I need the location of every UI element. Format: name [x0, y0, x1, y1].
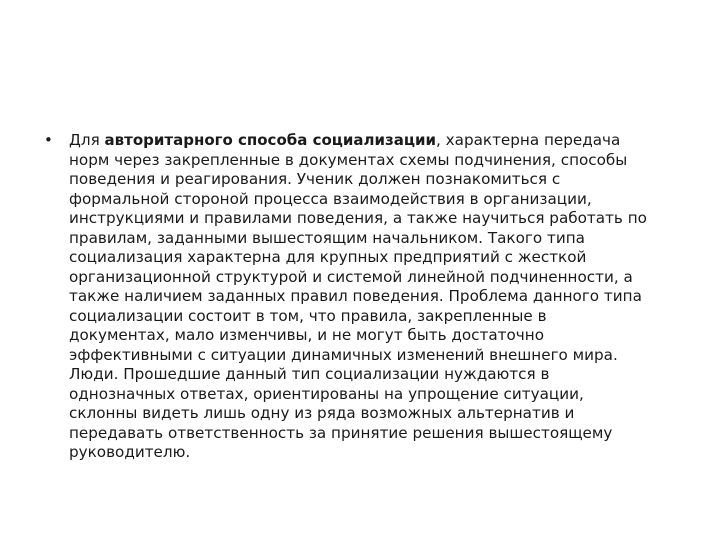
paragraph-line: документах, мало изменчивы, и не могут быть достаточно [69, 326, 544, 344]
paragraph-line: Люди. Прошедшие данный тип социализации нуждаются в [69, 365, 550, 383]
paragraph-line: социализации состоит в том, что правила, закрепленные в [69, 306, 547, 325]
paragraph-line-1 [69, 131, 681, 151]
paragraph-line: организационной структурой и системой линейной подчиненности, а [69, 267, 633, 286]
paragraph-line: правилам, заданными вышестоящим начальником. Такого типа [69, 228, 585, 247]
paragraph-intro: Для [69, 131, 105, 149]
paragraph-line: инструкциями и правилами поведения, а также научиться работать по [69, 209, 647, 227]
paragraph-line: также наличием заданных правил поведения. Проблема данного типа [69, 287, 642, 305]
paragraph-emphasis: авторитарного способа социализации [104, 131, 436, 149]
paragraph-line: социализация характерна для крупных предприятий с жесткой [69, 248, 587, 266]
paragraph-line: поведения и реагирования. Ученик должен познакомиться с [69, 170, 561, 188]
paragraph-line: формальной стороной процесса взаимодействия в организации, [69, 189, 592, 208]
paragraph-line: руководителю. [69, 443, 191, 461]
paragraph-line: передавать ответственность за принятие решения вышестоящему [69, 423, 613, 442]
bullet-item [44, 131, 684, 463]
paragraph-first-line-rest: , характерна передача [436, 131, 621, 149]
paragraph-line: однозначных ответах, ориентированы на упрощение ситуации, [69, 384, 584, 403]
paragraph-line: эффективными с ситуации динамичных изменений внешнего мира. [69, 345, 618, 364]
bullet-marker: • [44, 131, 53, 149]
paragraph-line: склонны видеть лишь одну из ряда возможных альтернатив и [69, 404, 575, 422]
paragraph-line: норм через закрепленные в документах схемы подчинения, способы [69, 150, 628, 169]
bullet-paragraph [69, 131, 681, 463]
